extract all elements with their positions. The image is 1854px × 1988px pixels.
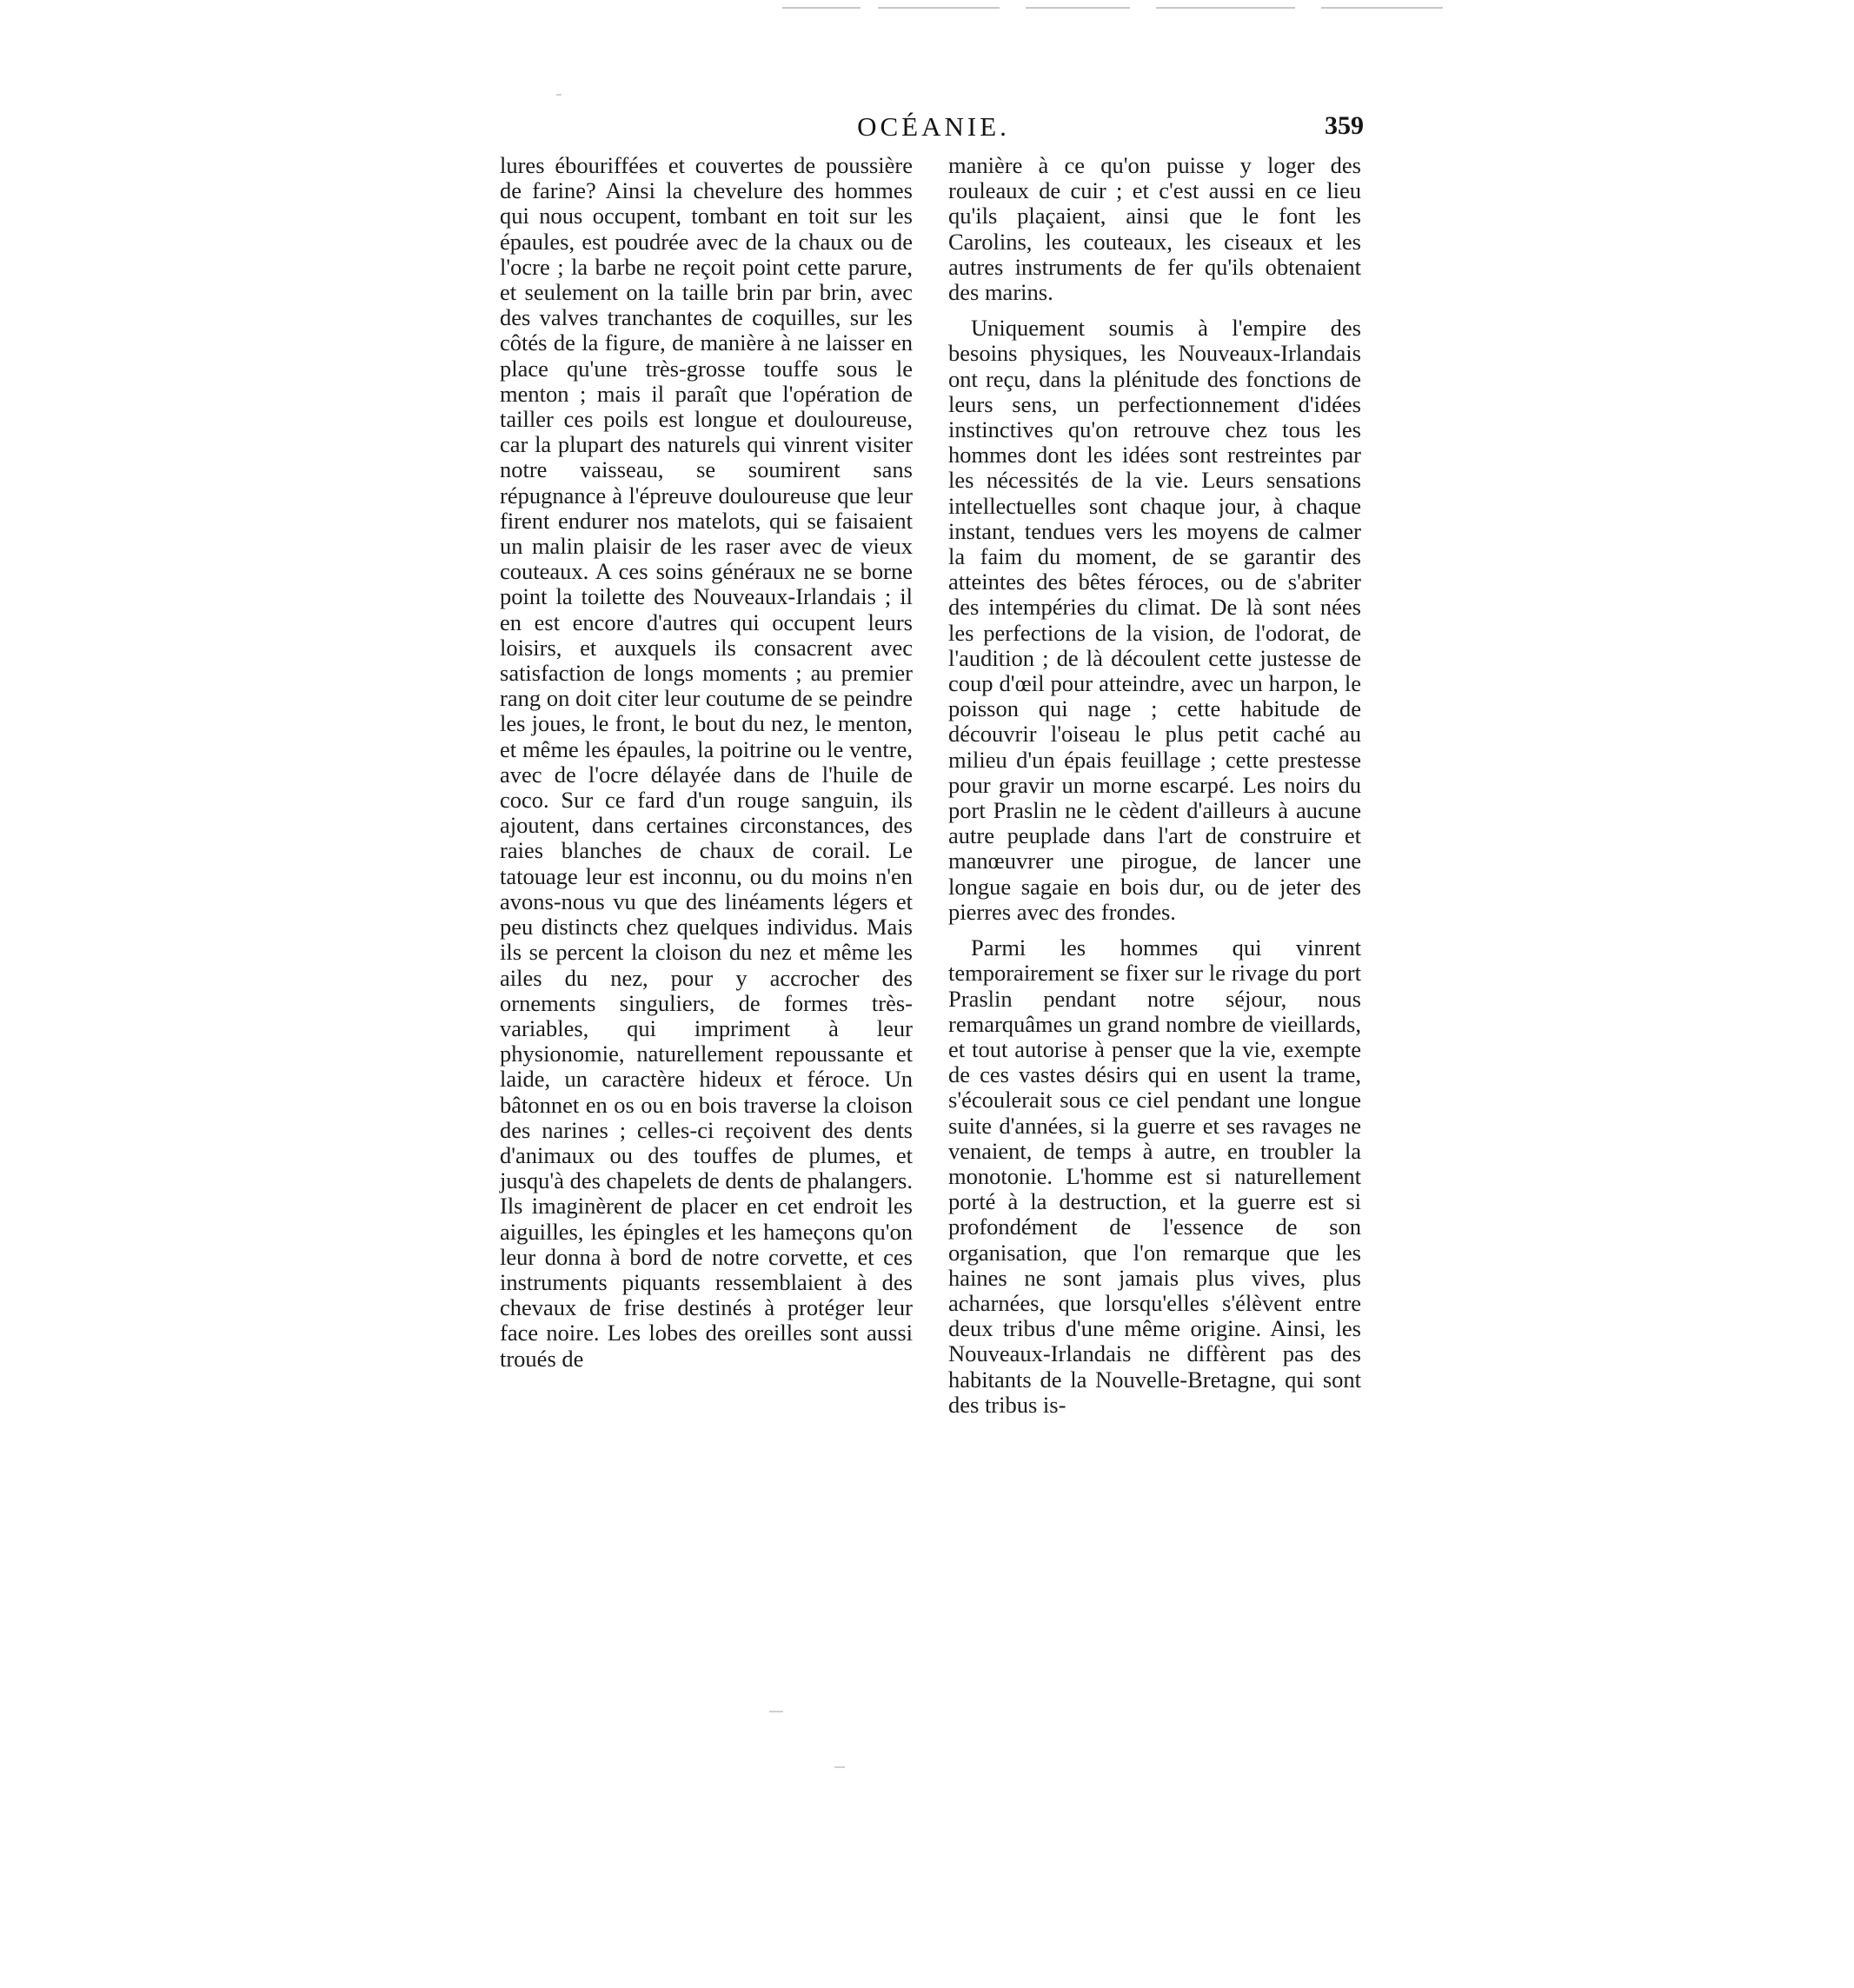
scan-artifact-top-rule-1 <box>782 7 861 9</box>
text-columns <box>500 153 1367 1561</box>
page-header-title: OCÉANIE. <box>857 111 1010 142</box>
right-column-paragraph-2: Uniquement soumis à l'empire des besoins physiques, les Nouveaux-Irlandais ont reçu, dans la plénitude des fonctions de leurs sens, un perfectionnement d'idées instinctives qu'on retrouve chez tous les hommes dont les idées sont restreintes par les nécessités de la vie. Leurs sensations intellectuelles sont chaque jour, à chaque instant, tendues vers les moyens de calmer la faim du moment, de se garantir des atteintes des bêtes féroces, ou de s'abriter des intempéries du climat. De là sont nées les perfections de la vision, de l'odorat, de l'audition ; de là découlent cette justesse de coup d'œil pour atteindre, avec un harpon, le poisson qui nage ; cette habitude de découvrir l'oiseau le plus petit caché au milieu d'un épais feuillage ; cette prestesse pour gravir un morne escarpé. Les noirs du port Praslin ne le cèdent d'ailleurs à aucune autre peuplade dans l'art de construire et manœuvrer une pirogue, de lancer une longue sagaie en bois dur, ou de jeter des pierres avec des frondes. <box>948 315 1361 925</box>
scan-speck <box>769 1711 783 1712</box>
running-head <box>500 111 1367 153</box>
book-page <box>500 111 1367 1561</box>
left-column <box>500 153 913 1372</box>
scan-artifact-top-rule-5 <box>1321 7 1443 9</box>
left-column-paragraph: lures ébouriffées et couvertes de poussière de farine? Ainsi la chevelure des hommes qui nous occupent, tombant en toit sur les épaules, est poudrée avec de la chaux ou de l'ocre ; la barbe ne reçoit point cette parure, et seulement on la taille brin par brin, avec des valves tranchantes de coquilles, sur les côtés de la figure, de manière à ne laisser en place qu'une très-grosse touffe sous le menton ; mais il paraît que l'opération de tailler ces poils est longue et douloureuse, car la plupart des naturels qui vinrent visiter notre vaisseau, se soumirent sans répugnance à l'épreuve douloureuse que leur firent endurer nos matelots, qui se faisaient un malin plaisir de les raser avec de vieux couteaux. A ces soins généraux ne se borne point la toilette des Nouveaux-Irlandais ; il en est encore d'autres qui occupent leurs loisirs, et auxquels ils consacrent avec satisfaction de longs moments ; au premier rang on doit citer leur coutume de se peindre les joues, le front, le bout du nez, le menton, et même les épaules, la poitrine ou le ventre, avec de l'ocre délayée dans de l'huile de coco. Sur ce fard d'un rouge sanguin, ils ajoutent, dans certaines circonstances, des raies blanches de chaux de corail. Le tatouage leur est inconnu, ou du moins n'en avons-nous vu que des linéaments légers et peu distincts chez quelques individus. Mais ils se percent la cloison du nez et même les ailes du nez, pour y accrocher des ornements singuliers, de formes très-variables, qui impriment à leur physionomie, naturellement repoussante et laide, un caractère hideux et féroce. Un bâtonnet en os ou en bois traverse la cloison des narines ; celles-ci reçoivent des dents d'animaux ou des touffes de plumes, et jusqu'à des chapelets de dents de phalangers. Ils imaginèrent de placer en cet endroit les aiguilles, les épingles et les hameçons qu'on leur donna à bord de notre corvette, et ces instruments piquants ressemblaient à des chevaux de frise destinés à protéger leur face noire. Les lobes des oreilles sont aussi troués de <box>500 152 913 1372</box>
scan-speck <box>834 1766 845 1768</box>
scan-speck <box>556 94 562 96</box>
right-column-paragraph-1: manière à ce qu'on puisse y loger des rouleaux de cuir ; et c'est aussi en ce lieu qu'ils plaçaient, ainsi que le font les Carolins, les couteaux, les ciseaux et les autres instruments de fer qu'ils obtenaient des marins. <box>948 152 1361 306</box>
scan-artifact-top-rule-4 <box>1156 7 1295 9</box>
right-column <box>948 153 1361 1418</box>
page-number: 359 <box>1325 111 1364 140</box>
right-column-paragraph-3: Parmi les hommes qui vinrent temporairement se fixer sur le rivage du port Praslin pendant notre séjour, nous remarquâmes un grand nombre de vieillards, et tout autorise à penser que la vie, exempte de ces vastes désirs qui en usent la trame, s'écoulerait sous ce ciel pendant une longue suite d'années, si la guerre et ses ravages ne venaient, de temps à autre, en troubler la monotonie. L'homme est si naturellement porté à la destruction, et la guerre est si profondément de l'essence de son organisation, que l'on remarque que les haines ne sont jamais plus vives, plus acharnées, que lorsqu'elles s'élèvent entre deux tribus d'une même origine. Ainsi, les Nouveaux-Irlandais ne diffèrent pas des habitants de la Nouvelle-Bretagne, qui sont des tribus is- <box>948 934 1361 1418</box>
scan-artifact-top-rule-3 <box>1026 7 1130 9</box>
scan-artifact-top-rule-2 <box>878 7 1000 9</box>
